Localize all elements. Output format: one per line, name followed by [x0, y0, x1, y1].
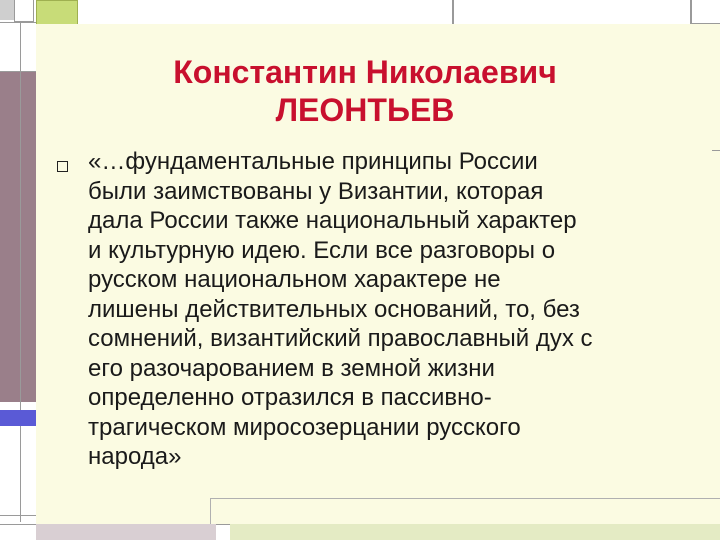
quote-line: сомнений, византийский православный дух с: [88, 325, 593, 352]
quote-line: дала России также национальный характер: [88, 207, 577, 234]
slide-title-name: Константин Николаевич: [173, 54, 557, 90]
decor-blue-block: [0, 410, 36, 426]
decor-left-box: [0, 22, 36, 72]
quote-line: русском национальном характере не: [88, 266, 501, 293]
quote-line: лишены действительных оснований, то, без: [88, 295, 580, 323]
quote-line: были заимствованы у Византии, которая: [88, 177, 544, 205]
decor-mauve-band: [0, 72, 36, 402]
decor-gray-top-left: [0, 0, 14, 20]
decor-right-line: [712, 150, 720, 151]
quote-line: определенно отразился в пассивно-: [88, 384, 492, 411]
quote-line: его разочарованием в земной жизни: [88, 354, 495, 382]
square-bullet-icon: [57, 161, 68, 172]
decor-bottom-green: [230, 524, 720, 540]
quote-line: трагическом миросозерцании русского: [88, 413, 521, 441]
quote-text: [88, 147, 688, 472]
quote-line: народа»: [88, 443, 182, 470]
quote-line: и культурную идею. Если все разговоры о: [88, 236, 556, 264]
decor-outline-top-right-small: [692, 0, 720, 24]
decor-bottom-box: [210, 498, 720, 524]
slide-title-surname: ЛЕОНТЬЕВ: [275, 92, 455, 128]
decor-left-bottom-box: [0, 426, 36, 516]
decor-bottom-mauve: [36, 524, 216, 540]
quote-line: «…фундаментальные принципы России: [88, 148, 538, 175]
decor-outline-top-left: [14, 0, 34, 22]
